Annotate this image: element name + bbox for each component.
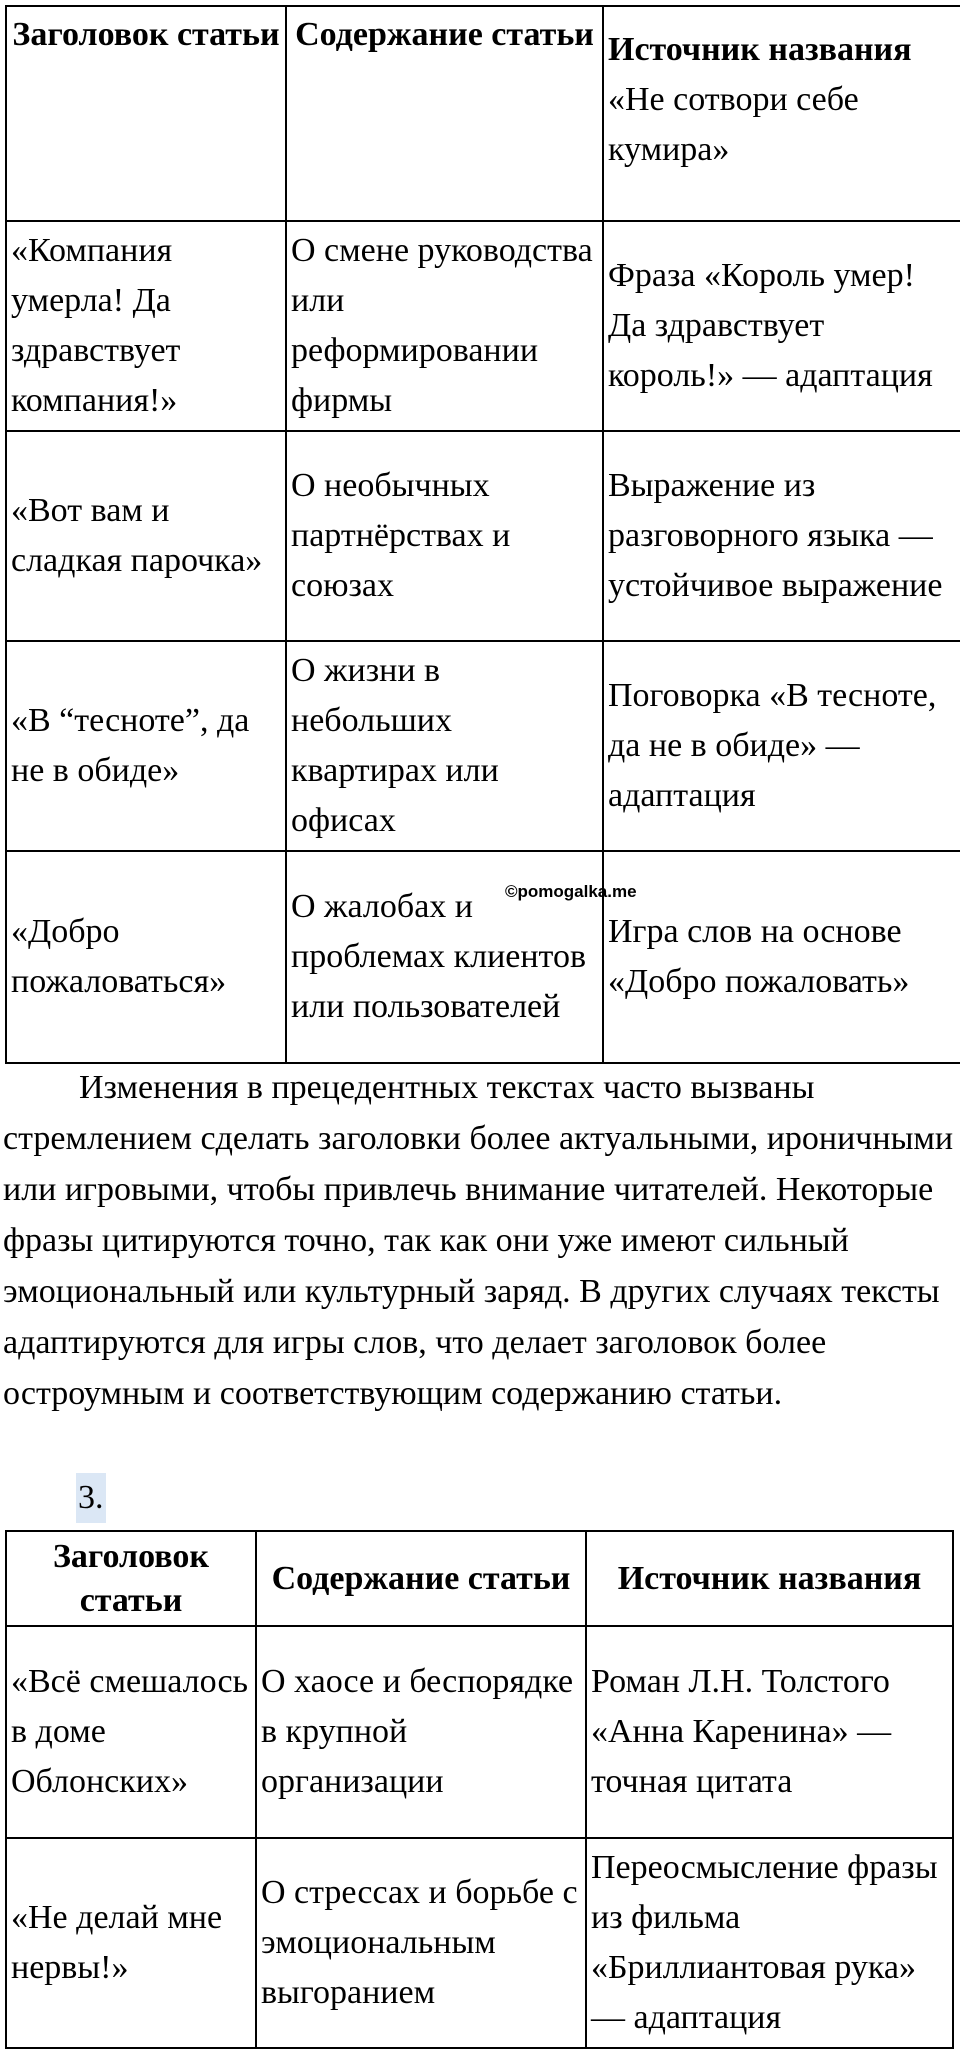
header-content: Содержание статьи [256,1531,586,1626]
header-note: «Не сотвори себе кумира» [608,81,859,168]
cell-title: «Вот вам и сладкая парочка» [6,431,286,641]
cell-source: Переосмысление фразы из фильма «Бриллиантовая рука» — адаптация [586,1838,953,2048]
table-row [6,641,960,851]
cell-content: О смене руководства или реформировании фирмы [286,221,603,431]
table-header-row [6,1531,953,1626]
header-source: Источник названия [586,1531,953,1626]
header-title: Заголовок статьи [6,6,286,221]
table-row [6,1838,953,2048]
watermark: ©pomogalka.me [505,882,637,901]
table-row [6,851,960,1063]
table-header-row [6,6,960,221]
cell-content: О жизни в небольших квартирах или офисах [286,641,603,851]
header-content: Содержание статьи [286,6,603,221]
cell-source: Игра слов на основе «Добро пожаловать» [603,851,960,1063]
table-row [6,221,960,431]
table-sources-1 [5,5,960,1064]
list-number: 3. [76,1473,106,1523]
header-source-cell [603,6,960,221]
cell-content: О хаосе и беспорядке в крупной организации [256,1626,586,1838]
cell-title: «Всё смешалось в доме Облонских» [6,1626,256,1838]
cell-title: «Не делай мне нервы!» [6,1838,256,2048]
header-title: Заголовок статьи [6,1531,256,1626]
cell-content: О жалобах и проблемах клиентов или пользователей [286,851,603,1063]
body-paragraph: Изменения в прецедентных текстах часто вызваны стремлением сделать заголовки более актуальными, ироничными или игровыми, чтобы привлечь внимание читателей. Некоторые фразы цитируются точно, так как они уже имеют сильный эмоциональный или культурный заряд. В других случаях тексты адаптируются для игры слов, что делает заголовок более остроумным и соответствующим содержанию статьи. [3,1069,954,1412]
cell-title: «В “тесноте”, да не в обиде» [6,641,286,851]
cell-content: О необычных партнёрствах и союзах [286,431,603,641]
table-row [6,1626,953,1838]
table-sources-2 [5,1530,954,2049]
cell-source: Роман Л.Н. Толстого «Анна Каренина» — точная цитата [586,1626,953,1838]
cell-content: О стрессах и борьбе с эмоциональным выгоранием [256,1838,586,2048]
cell-source: Поговорка «В тесноте, да не в обиде» — адаптация [603,641,960,851]
cell-source: Выражение из разговорного языка — устойчивое выражение [603,431,960,641]
header-source: Источник названия [608,31,912,68]
cell-title: «Компания умерла! Да здравствует компания!» [6,221,286,431]
cell-source: Фраза «Король умер! Да здравствует король!» — адаптация [603,221,960,431]
cell-title: «Добро пожаловаться» [6,851,286,1063]
table-row [6,431,960,641]
